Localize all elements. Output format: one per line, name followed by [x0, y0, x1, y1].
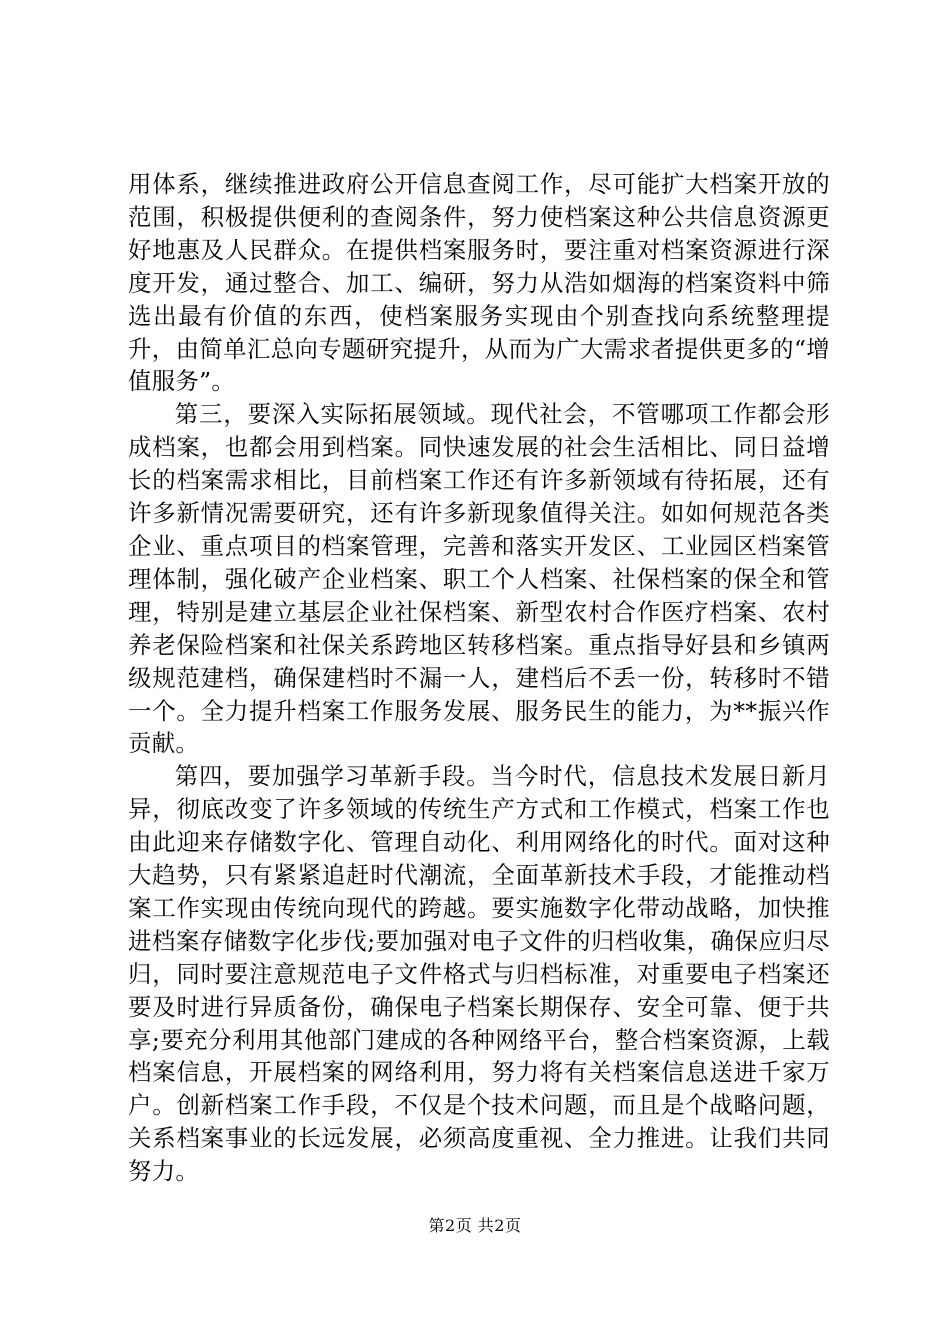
document-body: [128, 168, 830, 1188]
paragraph-fourth-point: 第四，要加强学习革新手段。当今时代，信息技术发展日新月异，彻底改变了许多领域的传统生产方式和工作模式，档案工作也由此迎来存储数字化、管理自动化、利用网络化的时代。面对这种大趋势，只有紧紧追赶时代潮流，全面革新技术手段，才能推动档案工作实现由传统向现代的跨越。要实施数字化带动战略，加快推进档案存储数字化步伐;要加强对电子文件的归档收集，确保应归尽归，同时要注意规范电子文件格式与归档标准，对重要电子档案还要及时进行异质备份，确保电子档案长期保存、安全可靠、便于共享;要充分利用其他部门建成的各种网络平台，整合档案资源，上载档案信息，开展档案的网络利用，努力将有关档案信息送进千家万户。创新档案工作手段，不仅是个技术问题，而且是个战略问题，关系档案事业的长远发展，必须高度重视、全力推进。让我们共同努力。: [128, 762, 830, 1186]
page-footer: [0, 1216, 950, 1236]
paragraph-third-point: 第三，要深入实际拓展领域。现代社会，不管哪项工作都会形成档案，也都会用到档案。同快速发展的社会生活相比、同日益增长的档案需求相比，目前档案工作还有许多新领域有待拓展，还有许多新情况需要研究，还有许多新现象值得关注。如如何规范各类企业、重点项目的档案管理，完善和落实开发区、工业园区档案管理体制，强化破产企业档案、职工个人档案、社保档案的保全和管理，特别是建立基层企业社保档案、新型农村合作医疗档案、农村养老保险档案和社保关系跨地区转移档案。重点指导好县和乡镇两级规范建档，确保建档时不漏一人，建档后不丢一份，转移时不错一个。全力提升档案工作服务发展、服务民生的能力，为**振兴作贡献。: [128, 400, 830, 758]
page-number: 第2页 共2页: [428, 1216, 522, 1235]
paragraph-continuation: 用体系，继续推进政府公开信息查阅工作，尽可能扩大档案开放的范围，积极提供便利的查阅条件，努力使档案这种公共信息资源更好地惠及人民群众。在提供档案服务时，要注重对档案资源进行深度开发，通过整合、加工、编研，努力从浩如烟海的档案资料中筛选出最有价值的东西，使档案服务实现由个别查找向系统整理提升，由简单汇总向专题研究提升，从而为广大需求者提供更多的“增值服务”。: [128, 170, 830, 396]
